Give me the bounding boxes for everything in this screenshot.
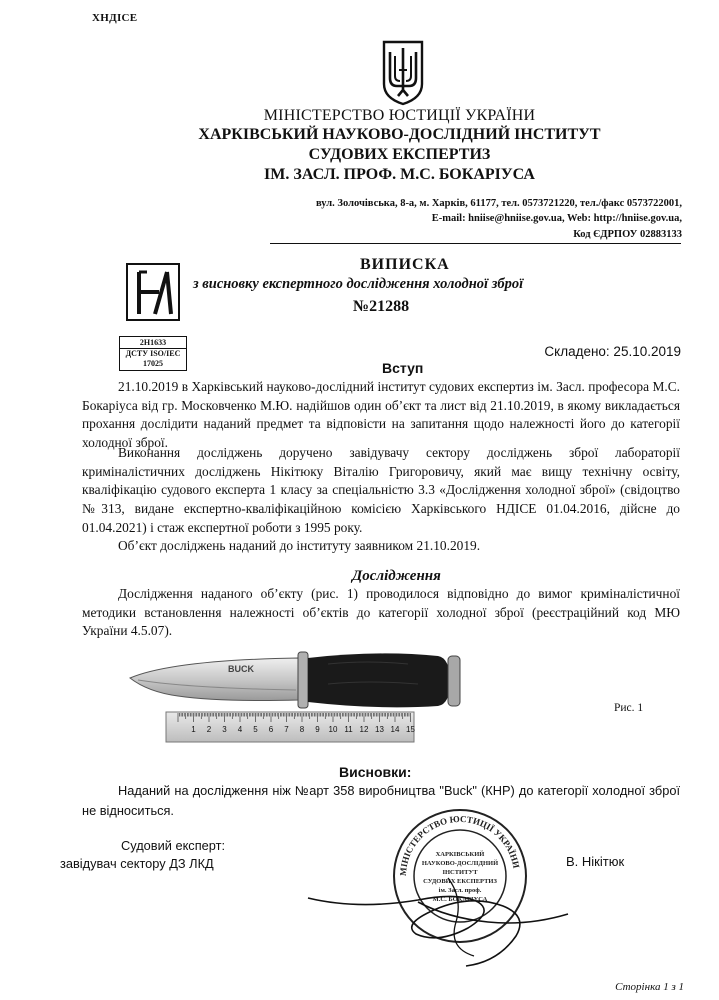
- document-subtitle: з висновку експертного дослідження холодної зброї: [193, 276, 524, 292]
- institute-title-line2: СУДОВИХ ЕКСПЕРТИЗ: [308, 146, 491, 163]
- ruler-number: 10: [328, 725, 338, 734]
- stamp-line1: ХАРКІВСЬКИЙ: [435, 851, 485, 858]
- ruler-number: 4: [237, 725, 243, 734]
- ruler-number: 5: [253, 725, 258, 734]
- ruler-number: 15: [406, 725, 415, 734]
- ruler-number: 9: [315, 725, 320, 734]
- document-corner-label: ХНДІСЕ: [92, 12, 138, 24]
- accreditation-code: 2Н1633: [139, 338, 167, 347]
- stamp-line5: ім. Засл. проф.: [438, 887, 482, 894]
- conclusion-paragraph: Наданий на дослідження ніж №арт 358 виробництва "Buck" (КНР) до категорії холодної зброї не відноситься.: [82, 783, 680, 818]
- intro-paragraph-2: Виконання досліджень доручено завідувачу сектору досліджень зброї лабораторії криміналістичних досліджень Нікітюку Віталію Григоровичу, який має вищу технічну освіту, кваліфікацію судового експерта 1 класу за спеціальністю 3.3 «Дослідження холодної зброї» (свідоцтво №313, видане експертно-кваліфікаційною комісією Харківського НДІСЕ 01.04.2016, дійсне до 01.04.2021) і стаж експертної роботи з 1995 року.: [82, 445, 680, 535]
- contact-edrpou: Код ЄДРПОУ 02883133: [573, 229, 682, 240]
- ruler-number: 8: [299, 725, 305, 734]
- section-heading-intro: Вступ: [382, 360, 424, 376]
- research-paragraph: Дослідження наданого об’єкту (рис. 1) проводилося відповідно до вимог криміналістичної методики встановлення належності об’єктів до категорії холодної зброї (реєстраційний код МЮ України 4.5.07).: [82, 586, 680, 639]
- compiled-date: Складено: 25.10.2019: [544, 344, 681, 359]
- ruler-number: 11: [344, 725, 353, 734]
- expert-position: завідувач сектору ДЗ ЛКД: [60, 856, 214, 871]
- blade-brand: BUCK: [228, 664, 254, 674]
- ruler-number: 12: [359, 725, 369, 734]
- ruler-number: 2: [206, 725, 212, 734]
- ministry-title: МІНІСТЕРСТВО ЮСТИЦІЇ УКРАЇНИ: [263, 107, 536, 124]
- knife-illustration: [78, 644, 510, 744]
- knife-handle: [308, 653, 450, 707]
- ruler-labels: [191, 725, 415, 734]
- accreditation-logo-icon: [125, 262, 181, 322]
- section-heading-research: Дослідження: [352, 568, 441, 584]
- ruler-number: 13: [375, 725, 384, 734]
- ruler-number: 7: [284, 725, 289, 734]
- ruler-number: 6: [268, 725, 274, 734]
- knife-photo: [78, 644, 510, 744]
- intro-paragraph-3: Об’єкт досліджень наданий до інституту заявником 21.10.2019.: [118, 538, 481, 553]
- document-title: ВИПИСКА: [360, 256, 450, 273]
- institute-title-line3: ІМ. ЗАСЛ. ПРОФ. М.С. БОКАРІУСА: [264, 166, 535, 183]
- contact-email-web: E-mail: hniise@hniise.gov.ua, Web: http://hniise.gov.ua,: [431, 213, 682, 224]
- accreditation-label: [119, 336, 187, 371]
- figure-caption: Рис. 1: [614, 702, 644, 714]
- stamp-line6: М.С. БОКАРІУСА: [432, 896, 488, 903]
- stamp-line2: НАУКОВО-ДОСЛІДНИЙ: [421, 860, 499, 867]
- ruler-number: 14: [390, 725, 400, 734]
- expert-label: Судовий експерт:: [121, 838, 226, 853]
- accreditation-standard: ДСТУ ISO/IEC 17025: [120, 348, 186, 369]
- handwritten-signature: [298, 858, 578, 978]
- header-divider: [270, 243, 681, 244]
- document-number: №21288: [353, 298, 410, 315]
- knife-pommel: [448, 656, 460, 706]
- intro-paragraph-1: 21.10.2019 в Харківський науково-дослідний інститут судових експертиз ім. Засл. професора М.С. Бокаріуса від гр. Московченко М.Ю. надійшов один об’єкт та лист від 21.10.2019, в якому викладається прохання дослідити наданий предмет та відповісти на запитання щодо належності його до категорії холодної зброї.: [82, 379, 680, 451]
- institute-title-line1: ХАРКІВСЬКИЙ НАУКОВО-ДОСЛІДНИЙ ІНСТИТУТ: [198, 126, 601, 143]
- coat-of-arms-trident-icon: [381, 40, 425, 106]
- stamp-line4: СУДОВИХ ЕКСПЕРТИЗ: [423, 878, 497, 885]
- ruler-number: 1: [191, 725, 196, 734]
- stamp-ring-text: МІНІСТЕРСТВО ЮСТИЦІЇ УКРАЇНИ: [397, 813, 522, 877]
- signer-name: В. Нікітюк: [566, 854, 625, 869]
- ruler-number: 3: [222, 725, 227, 734]
- contact-address: вул. Золочівська, 8-а, м. Харків, 61177, тел. 0573721220, тел./факс 0573722001,: [315, 198, 682, 209]
- section-heading-conclusions: Висновки:: [339, 764, 412, 780]
- page-number: Сторінка 1 з 1: [615, 981, 684, 993]
- knife-guard: [298, 652, 308, 708]
- knife-blade: [130, 658, 298, 701]
- stamp-line3: ІНСТИТУТ: [442, 869, 478, 876]
